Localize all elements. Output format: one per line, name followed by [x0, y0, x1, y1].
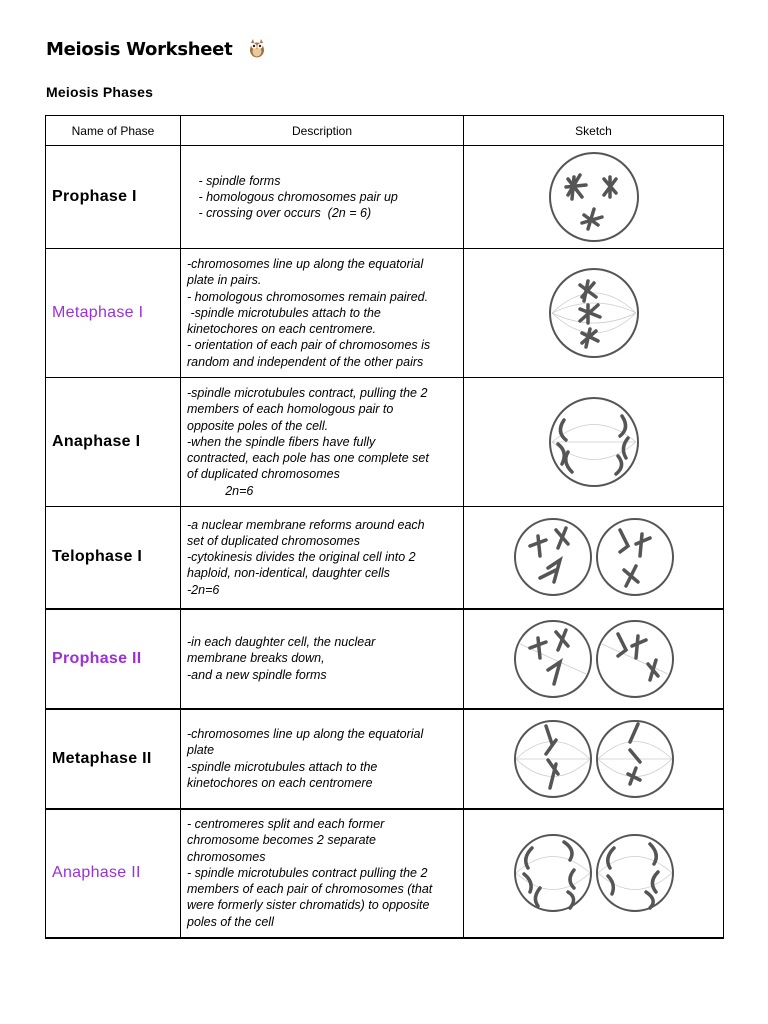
- description-line: - centromeres split and each former: [187, 816, 385, 831]
- description-line: -chromosomes line up along the equatorial: [187, 726, 424, 741]
- description-line: chromosome becomes 2 separate: [187, 833, 376, 848]
- phase-sketch: [464, 378, 724, 507]
- table-header-row: [46, 116, 724, 146]
- description-line: plate in pairs.: [187, 273, 262, 288]
- phase-name: Metaphase I: [46, 249, 181, 378]
- phase-name: Prophase II: [46, 609, 181, 709]
- meiosis-table: [45, 115, 724, 939]
- phase-sketch: [464, 709, 724, 809]
- phase-name: Telophase I: [46, 507, 181, 609]
- description-line: -spindle microtubules attach to the: [187, 759, 378, 774]
- description-line: - spindle microtubules contract pulling the 2: [187, 865, 428, 880]
- description-line: plate: [187, 743, 215, 758]
- description-line: opposite poles of the cell.: [187, 418, 329, 433]
- description-line: set of duplicated chromosomes: [187, 533, 361, 548]
- description-line: -cytokinesis divides the original cell into 2: [187, 550, 416, 565]
- description-line: of duplicated chromosomes: [187, 467, 340, 482]
- header-name: Name of Phase: [46, 116, 181, 146]
- phase-description: [181, 709, 464, 809]
- table-row: [46, 809, 724, 938]
- prophase-ii-sketch: [512, 614, 676, 704]
- description-line: -spindle microtubules attach to the: [187, 305, 381, 320]
- description-line: - crossing over occurs (2n = 6): [195, 206, 372, 221]
- description-line: -and a new spindle forms: [187, 667, 327, 682]
- description-line: -a nuclear membrane reforms around each: [187, 517, 425, 532]
- phase-description: [181, 378, 464, 507]
- description-line: members of each pair of chromosomes (that: [187, 882, 433, 897]
- description-line: -chromosomes line up along the equatorial: [187, 256, 424, 271]
- table-row: [46, 249, 724, 378]
- table-row: [46, 146, 724, 249]
- description-line: -2n=6: [187, 582, 220, 597]
- metaphase-ii-sketch: [512, 714, 676, 804]
- description-line: contracted, each pole has one complete set: [187, 451, 429, 466]
- prophase-i-sketch: [544, 149, 644, 245]
- phase-name: Prophase I: [46, 146, 181, 249]
- table-row: [46, 507, 724, 609]
- phase-description: [181, 809, 464, 938]
- title-text: Meiosis Worksheet: [46, 39, 233, 60]
- phase-name: Anaphase I: [46, 378, 181, 507]
- telophase-i-sketch: [512, 512, 676, 602]
- phase-name: Metaphase II: [46, 709, 181, 809]
- description-line: kinetochores on each centromere.: [187, 322, 376, 337]
- description-line: kinetochores on each centromere: [187, 775, 373, 790]
- table-row: [46, 378, 724, 507]
- phase-sketch: [464, 146, 724, 249]
- metaphase-i-sketch: [544, 263, 644, 363]
- anaphase-ii-sketch: [512, 828, 676, 918]
- table-row: [46, 709, 724, 809]
- phase-sketch: [464, 609, 724, 709]
- description-line: chromosomes: [187, 849, 266, 864]
- phase-description: [181, 609, 464, 709]
- section-subtitle: Meiosis Phases: [46, 84, 154, 100]
- description-line: - orientation of each pair of chromosomes is: [187, 338, 431, 353]
- description-line: -in each daughter cell, the nuclear: [187, 635, 376, 650]
- phase-sketch: [464, 507, 724, 609]
- description-line: poles of the cell: [187, 914, 274, 929]
- description-line: members of each homologous pair to: [187, 402, 394, 417]
- description-line: 2n=6: [187, 483, 254, 498]
- phase-description: [181, 146, 464, 249]
- description-line: - homologous chromosomes remain paired.: [187, 289, 429, 304]
- description-line: random and independent of the other pairs: [187, 354, 424, 369]
- worksheet-title: [46, 38, 266, 60]
- description-line: -spindle microtubules contract, pulling the 2: [187, 385, 428, 400]
- header-sketch: Sketch: [464, 116, 724, 146]
- description-line: - spindle forms: [195, 173, 281, 188]
- owl-icon: [248, 38, 266, 58]
- header-description: Description: [181, 116, 464, 146]
- description-line: membrane breaks down,: [187, 651, 325, 666]
- description-line: haploid, non-identical, daughter cells: [187, 566, 390, 581]
- phase-description: [181, 507, 464, 609]
- phase-name: Anaphase II: [46, 809, 181, 938]
- description-line: -when the spindle fibers have fully: [187, 434, 376, 449]
- phase-sketch: [464, 249, 724, 378]
- phase-sketch: [464, 809, 724, 938]
- description-line: were formerly sister chromatids) to opposite: [187, 898, 430, 913]
- phase-description: [181, 249, 464, 378]
- description-line: - homologous chromosomes pair up: [195, 189, 398, 204]
- table-row: [46, 609, 724, 709]
- anaphase-i-sketch: [544, 392, 644, 492]
